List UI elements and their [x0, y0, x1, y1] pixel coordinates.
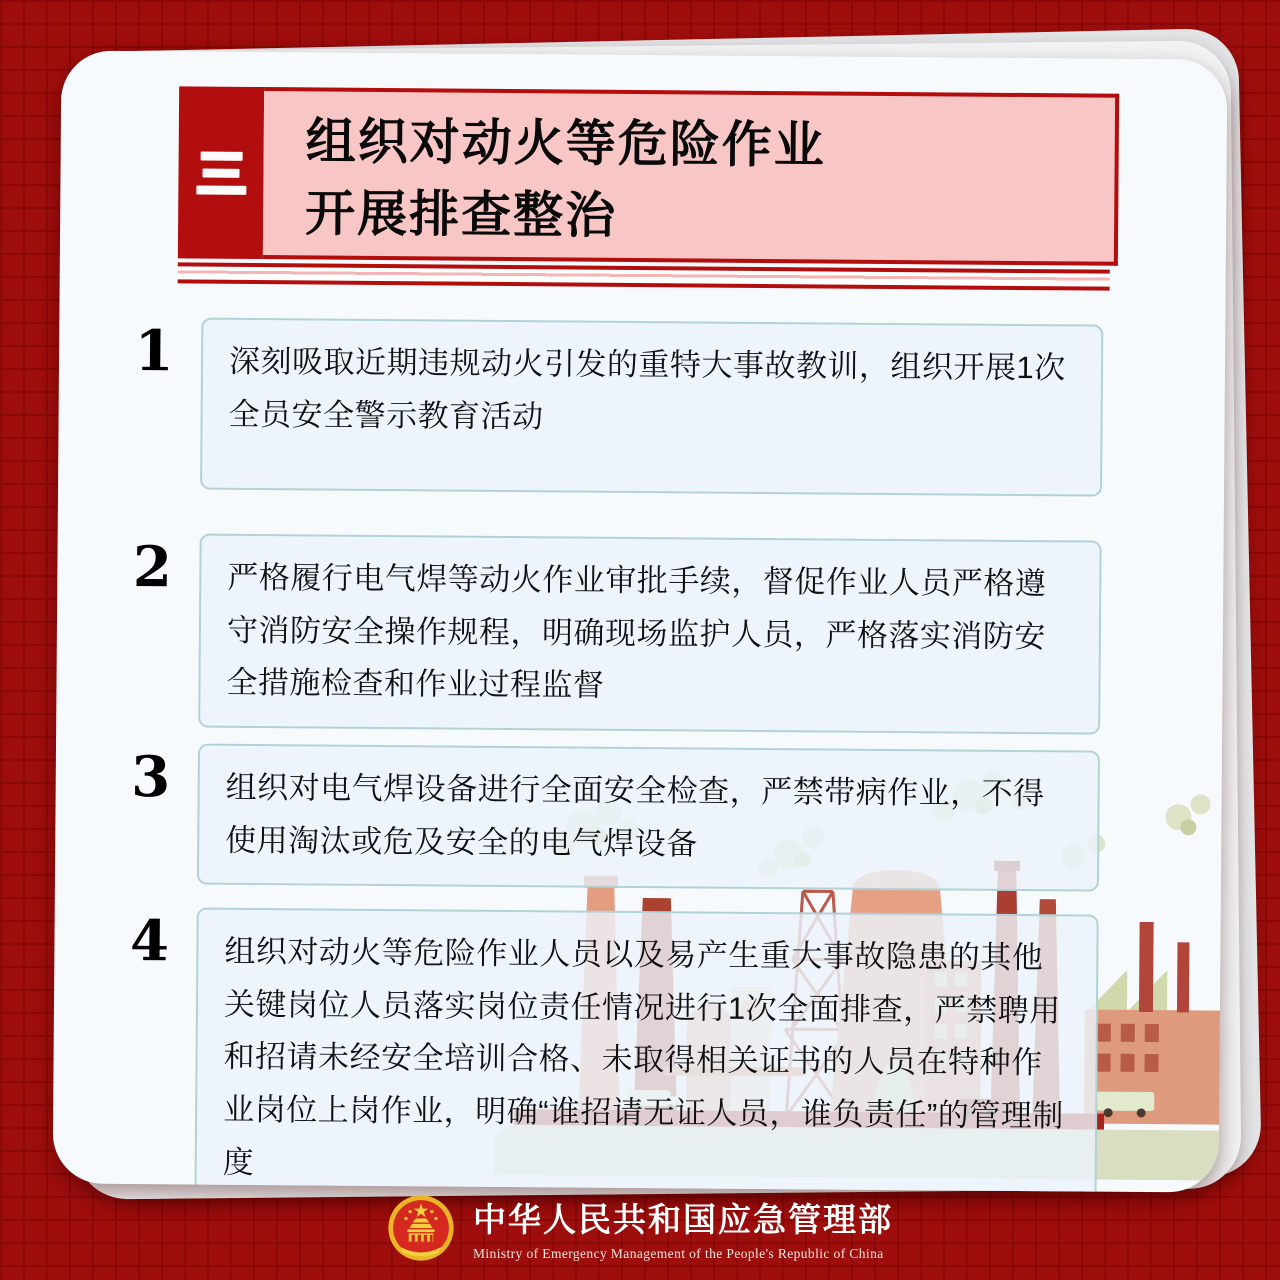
- china-national-emblem-icon: [387, 1194, 455, 1262]
- ministry-name-en: Ministry of Emergency Management of the People's Republic of China: [473, 1246, 884, 1261]
- header-banner: [178, 86, 1119, 265]
- item-text-box: 深刻吸取近期违规动火引发的重特大事故教训，组织开展1次全员安全警示教育活动: [200, 318, 1103, 497]
- page-title-line2: 开展排查整治: [304, 185, 618, 244]
- item-number: 3: [131, 744, 171, 811]
- banner-panel: [263, 87, 1119, 266]
- item-number: 1: [134, 318, 174, 385]
- page-title: [305, 105, 1115, 255]
- footer: [0, 1194, 1280, 1262]
- item-text-box: 严格履行电气焊等动火作业审批手续，督促作业人员严格遵守消防安全操作规程，明确现场监护人员，严格落实消防安全措施检查和作业过程监督: [198, 534, 1101, 735]
- page-title-line1: 组织对动火等危险作业: [305, 113, 826, 174]
- list-item: [120, 533, 1101, 735]
- item-number: 2: [132, 534, 173, 601]
- list-item: [116, 907, 1098, 1193]
- list-item: [122, 317, 1103, 497]
- item-text-box: 组织对电气焊设备进行全面安全检查，严禁带病作业，不得使用淘汰或危及安全的电气焊设备: [197, 744, 1100, 892]
- section-three-icon: [178, 86, 264, 259]
- item-number: 4: [129, 908, 170, 975]
- item-text-box: 组织对动火等危险作业人员以及易产生重大事故隐患的其他关键岗位人员落实岗位责任情况进行1次全面排查，严禁聘用和招请未经安全培训合格、未取得相关证书的人员在特种作业岗位上岗作业，明确“谁招请无证人员，谁负责任”的管理制度: [194, 908, 1098, 1193]
- poster-card: [53, 50, 1228, 1192]
- banner-ribbon-divider: [178, 262, 1110, 290]
- list-item: [119, 743, 1100, 892]
- ministry-name-cn: 中华人民共和国应急管理部: [473, 1201, 893, 1238]
